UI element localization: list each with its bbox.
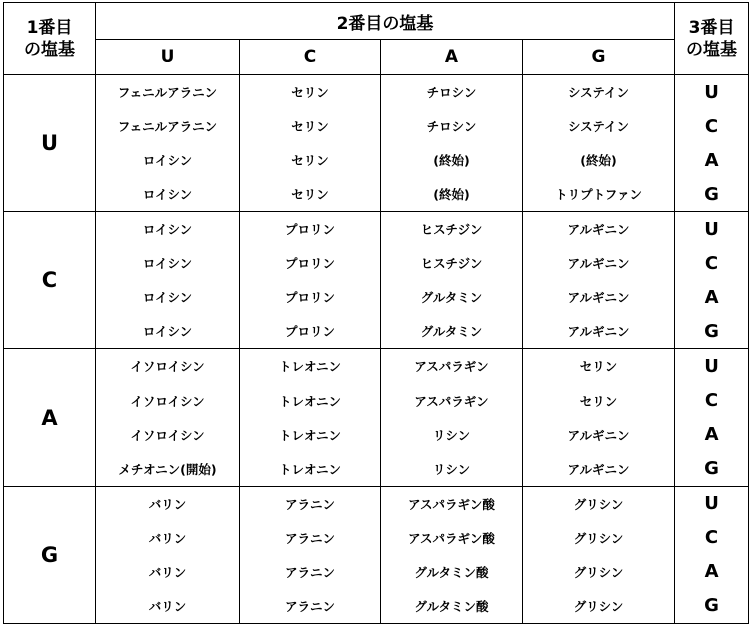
amino-acid-cell: グルタミン [381, 314, 523, 349]
first-base-c: C [4, 212, 96, 349]
amino-acid-cell: ヒスチジン [381, 212, 523, 247]
table-row [4, 418, 749, 452]
amino-acid-cell: プロリン [240, 314, 381, 349]
amino-acid-cell: トレオニン [240, 384, 381, 418]
first-base-header [4, 3, 96, 75]
third-base-cell: C [675, 109, 749, 143]
amino-acid-cell: バリン [96, 555, 240, 589]
table-row [4, 384, 749, 418]
amino-acid-cell: メチオニン(開始) [96, 452, 240, 487]
table-row [4, 109, 749, 143]
amino-acid-cell: グルタミン酸 [381, 555, 523, 589]
amino-acid-cell: セリン [523, 349, 675, 384]
amino-acid-cell: チロシン [381, 75, 523, 110]
table-row [4, 521, 749, 555]
table-row [4, 589, 749, 624]
third-base-cell: A [675, 418, 749, 452]
amino-acid-cell: バリン [96, 589, 240, 624]
amino-acid-cell: アラニン [240, 486, 381, 521]
amino-acid-cell: アラニン [240, 521, 381, 555]
third-base-cell: U [675, 75, 749, 110]
first-base-u: U [4, 75, 96, 212]
amino-acid-cell: セリン [240, 109, 381, 143]
amino-acid-cell: チロシン [381, 109, 523, 143]
amino-acid-cell: グルタミン酸 [381, 589, 523, 624]
amino-acid-cell: (終始) [381, 177, 523, 212]
third-base-cell: U [675, 486, 749, 521]
table-row [4, 349, 749, 384]
amino-acid-cell: ロイシン [96, 280, 240, 314]
first-base-a: A [4, 349, 96, 486]
amino-acid-cell: アルギニン [523, 452, 675, 487]
third-base-cell: C [675, 384, 749, 418]
amino-acid-cell: プロリン [240, 246, 381, 280]
third-base-cell: A [675, 555, 749, 589]
third-base-cell: C [675, 246, 749, 280]
amino-acid-cell: フェニルアラニン [96, 75, 240, 110]
amino-acid-cell: リシン [381, 418, 523, 452]
amino-acid-cell: システイン [523, 75, 675, 110]
amino-acid-cell: ロイシン [96, 212, 240, 247]
amino-acid-cell: トレオニン [240, 349, 381, 384]
amino-acid-cell: (終始) [381, 143, 523, 177]
amino-acid-cell: (終始) [523, 143, 675, 177]
amino-acid-cell: ロイシン [96, 246, 240, 280]
amino-acid-cell: バリン [96, 486, 240, 521]
amino-acid-cell: セリン [240, 177, 381, 212]
third-base-cell: G [675, 177, 749, 212]
table-row [4, 555, 749, 589]
first-base-header-line2: の塩基 [24, 39, 75, 60]
table-row [4, 314, 749, 349]
amino-acid-cell: アスパラギン [381, 384, 523, 418]
amino-acid-cell: トレオニン [240, 418, 381, 452]
third-base-cell: U [675, 349, 749, 384]
second-base-u: U [96, 40, 240, 75]
amino-acid-cell: ロイシン [96, 314, 240, 349]
first-base-g: G [4, 486, 96, 623]
amino-acid-cell: グリシン [523, 521, 675, 555]
third-base-cell: A [675, 280, 749, 314]
amino-acid-cell: グルタミン [381, 280, 523, 314]
amino-acid-cell: ロイシン [96, 177, 240, 212]
third-base-cell: G [675, 314, 749, 349]
table-row [4, 212, 749, 247]
amino-acid-cell: イソロイシン [96, 418, 240, 452]
table-row [4, 75, 749, 110]
amino-acid-cell: グリシン [523, 555, 675, 589]
second-base-c: C [240, 40, 381, 75]
third-base-cell: G [675, 452, 749, 487]
amino-acid-cell: アルギニン [523, 280, 675, 314]
amino-acid-cell: セリン [240, 75, 381, 110]
third-base-cell: C [675, 521, 749, 555]
amino-acid-cell: アラニン [240, 589, 381, 624]
amino-acid-cell: アスパラギン [381, 349, 523, 384]
third-base-header [675, 3, 749, 75]
third-base-cell: G [675, 589, 749, 624]
table-row [4, 486, 749, 521]
amino-acid-cell: アルギニン [523, 314, 675, 349]
codon-table [3, 2, 749, 624]
amino-acid-cell: リシン [381, 452, 523, 487]
amino-acid-cell: アルギニン [523, 418, 675, 452]
table-row [4, 177, 749, 212]
amino-acid-cell: アルギニン [523, 246, 675, 280]
second-base-g: G [523, 40, 675, 75]
amino-acid-cell: バリン [96, 521, 240, 555]
amino-acid-cell: アスパラギン酸 [381, 521, 523, 555]
amino-acid-cell: イソロイシン [96, 384, 240, 418]
amino-acid-cell: トレオニン [240, 452, 381, 487]
amino-acid-cell: トリプトファン [523, 177, 675, 212]
amino-acid-cell: アラニン [240, 555, 381, 589]
amino-acid-cell: セリン [523, 384, 675, 418]
table-row [4, 280, 749, 314]
first-base-header-line1: 1番目 [26, 17, 73, 38]
amino-acid-cell: プロリン [240, 212, 381, 247]
third-base-header-line2: の塩基 [686, 39, 738, 60]
amino-acid-cell: システイン [523, 109, 675, 143]
table-row [4, 143, 749, 177]
second-base-a: A [381, 40, 523, 75]
amino-acid-cell: プロリン [240, 280, 381, 314]
third-base-cell: U [675, 212, 749, 247]
amino-acid-cell: アスパラギン酸 [381, 486, 523, 521]
amino-acid-cell: ヒスチジン [381, 246, 523, 280]
amino-acid-cell: フェニルアラニン [96, 109, 240, 143]
amino-acid-cell: イソロイシン [96, 349, 240, 384]
amino-acid-cell: アルギニン [523, 212, 675, 247]
amino-acid-cell: ロイシン [96, 143, 240, 177]
third-base-cell: A [675, 143, 749, 177]
amino-acid-cell: グリシン [523, 589, 675, 624]
table-row [4, 452, 749, 487]
amino-acid-cell: グリシン [523, 486, 675, 521]
table-row [4, 246, 749, 280]
amino-acid-cell: セリン [240, 143, 381, 177]
third-base-header-line1: 3番目 [688, 17, 735, 38]
second-base-header: 2番目の塩基 [96, 3, 675, 40]
